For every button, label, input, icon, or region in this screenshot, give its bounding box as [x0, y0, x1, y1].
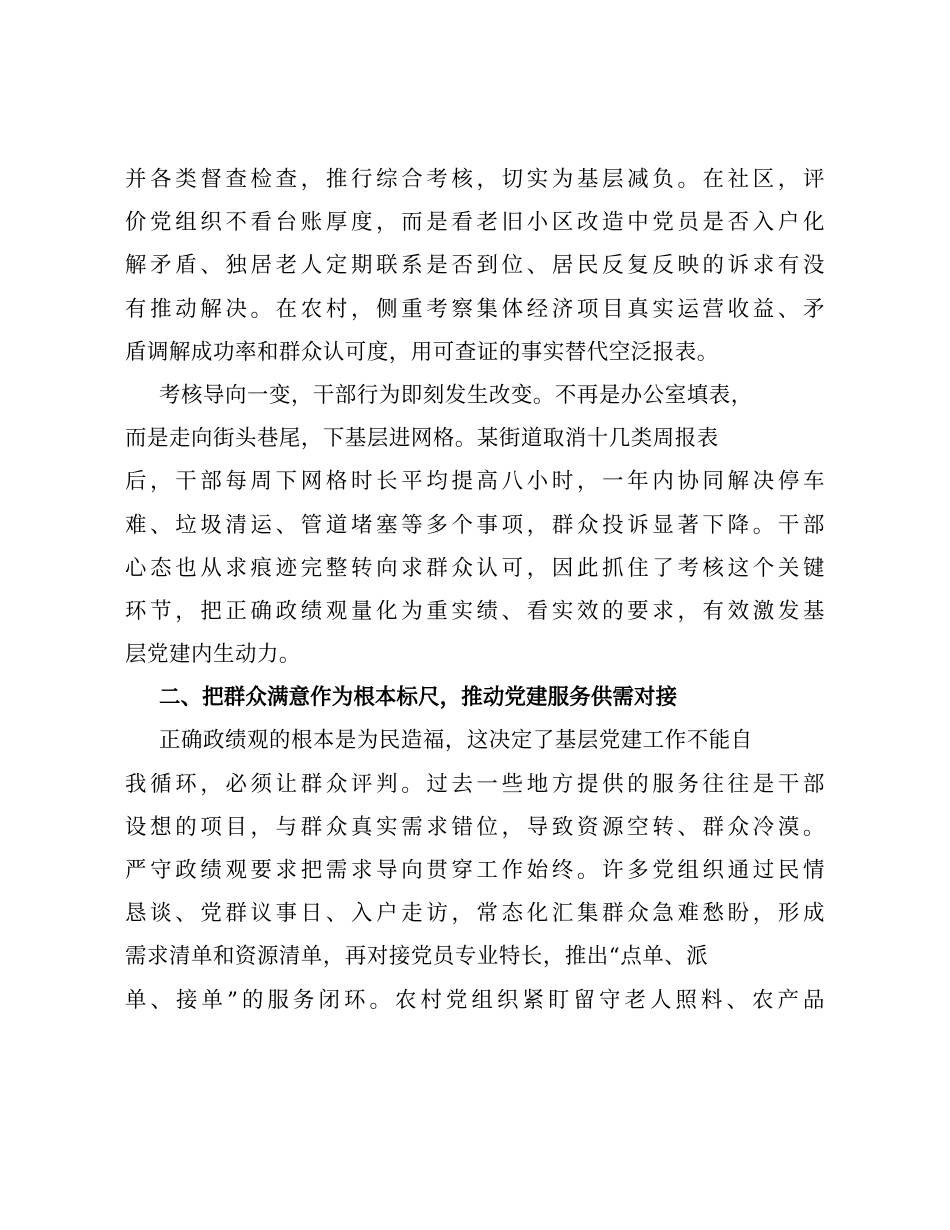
- body-text-line: 并各类督查检查，推行综合考核，切实为基层减负。在社区，评: [125, 167, 825, 192]
- body-text-line: 盾调解成功率和群众认可度，用可查证的事实替代空泛报表。: [125, 339, 719, 365]
- section-heading: 二、把群众满意作为根本标尺，推动党建服务供需对接: [159, 685, 678, 711]
- body-text-line: 单、接单”的服务闭环。农村党组织紧盯留守老人照料、农产品: [125, 987, 825, 1013]
- body-text-line: 心态也从求痕迹完整转向求群众认可，因此抓住了考核这个关键: [125, 555, 825, 581]
- body-text-line: 价党组织不看台账厚度，而是看老旧小区改造中党员是否入户化: [125, 210, 825, 236]
- paragraph-first-line: 考核导向一变，干部行为即刻发生改变。不再是办公室填表，: [159, 382, 753, 408]
- body-text-line: 难、垃圾清运、管道堵塞等多个事项，群众投诉显著下降。干部: [125, 512, 825, 538]
- body-text-line: 恳谈、党群议事日、入户走访，常态化汇集群众急难愁盼，形成: [125, 901, 825, 927]
- body-text-line: 设想的项目，与群众真实需求错位，导致资源空转、群众冷漠。: [125, 814, 825, 840]
- body-text-line: 有推动解决。在农村，侧重考察集体经济项目真实运营收益、矛: [125, 296, 825, 322]
- document-page: [125, 158, 825, 1022]
- body-text-line: 层党建内生动力。: [125, 642, 301, 668]
- body-text-line: 后，干部每周下网格时长平均提高八小时，一年内协同解决停车: [125, 469, 825, 495]
- paragraph-first-line: 正确政绩观的根本是为民造福，这决定了基层党建工作不能自: [159, 728, 753, 754]
- body-text-line: 需求清单和资源清单，再对接党员专业特长，推出“点单、派: [125, 944, 709, 970]
- body-text-line: 我循环，必须让群众评判。过去一些地方提供的服务往往是干部: [125, 771, 825, 797]
- body-text-line: 而是走向街头巷尾，下基层进网格。某街道取消十几类周报表: [125, 426, 719, 452]
- body-text-line: 严守政绩观要求把需求导向贯穿工作始终。许多党组织通过民情: [125, 858, 825, 883]
- body-text-line: 解矛盾、独居老人定期联系是否到位、居民反复反映的诉求有没: [125, 253, 825, 279]
- body-text-line: 环节，把正确政绩观量化为重实绩、看实效的要求，有效激发基: [125, 598, 825, 624]
